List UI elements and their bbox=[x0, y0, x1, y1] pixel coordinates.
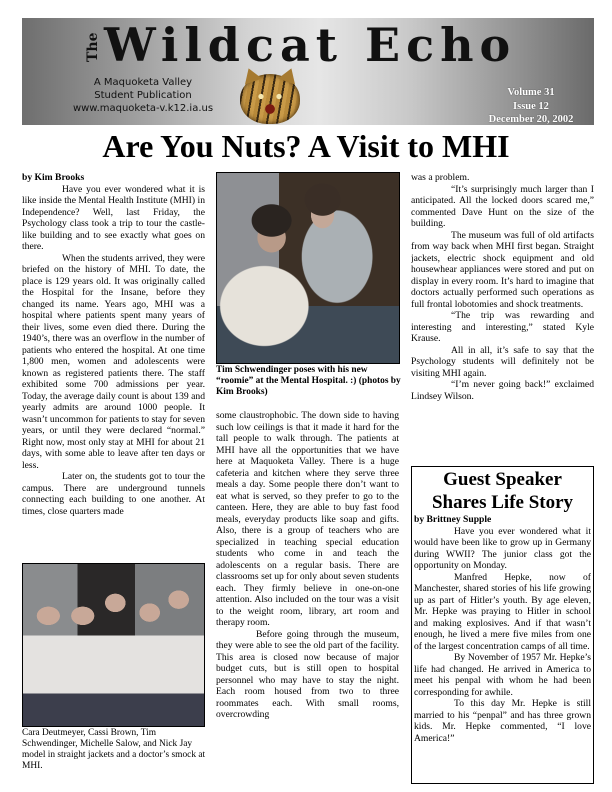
masthead bbox=[22, 18, 594, 125]
roomie-photo-caption: Tim Schwendinger poses with his new “roomie” at the Mental Hospital. :) (photos by Kim Brooks) bbox=[216, 365, 401, 397]
paragraph: some claustrophobic. The down side to having such low ceilings is that it made it hard for the tall people to walk through. The patients at MHI have all the opportunities that we have here at Maquoketa Valley. There is a huge cafeteria and kitchen where they serve three meals a day. Some people there don’t want to eat what is served, so they prefer to go to the canteen. Here, they are able to buy fast food meals, everyday products like soap and gifts. Also, there is a group of teachers who are specialized in teaching special education students who come in and teach the adolescents on a regular basis. There are classrooms set up for only about seven students each. They firmly believe in one-on-one attention. Also included on the tour was a visit to the weight room, library, art room and therapy room. bbox=[216, 410, 399, 628]
paragraph: To this day Mr. Hepke is still married to his “penpal” and has three grown kids. Mr. Hepke commented, “I love America!” bbox=[414, 698, 591, 744]
roomie-photo bbox=[216, 172, 400, 364]
paragraph: Have you ever wondered what it is like inside the Mental Health Institute (MHI) in Independence? Well, last Friday, the Psychology class took a trip to tour the castle-like building and to see exactly what goes on there. bbox=[22, 183, 205, 252]
masthead-the-box bbox=[86, 22, 100, 66]
subtitle-line: A Maquoketa Valley bbox=[93, 77, 193, 88]
issue-date: December 20, 2002 bbox=[488, 114, 574, 125]
website-url: www.maquoketa-v.k12.ia.us bbox=[72, 103, 214, 114]
side-article-body bbox=[412, 514, 593, 744]
side-headline-line: Shares Life Story bbox=[431, 492, 574, 513]
paragraph: Before going through the museum, they were able to see the old part of the facility. This area is closed now because of major budget cuts, but is still open to hospital personnel who may have to stay the night. Each room housed from two to three roommates each. With small rooms, overcrowding bbox=[216, 628, 399, 720]
volume-number: Volume 31 bbox=[507, 87, 555, 98]
paragraph: Later on, the students got to tour the campus. There are underground tunnels connecting each building to one another. At times, close quarters made bbox=[22, 471, 205, 517]
paragraph: Have you ever wondered what it would have been like to grow up in Germany during WWII? The junior class got the opportunity on Monday. bbox=[414, 525, 591, 571]
byline: by Kim Brooks bbox=[22, 172, 85, 183]
paragraph: By November of 1957 Mr. Hepke’s life had changed. He arrived in America to meet his penpal with whom he had been corresponding for awhile. bbox=[414, 652, 591, 698]
group-photo bbox=[22, 563, 205, 727]
newspaper-title: Wildcat Echo bbox=[104, 18, 517, 72]
paragraph: “I’m never going back!” exclaimed Lindsey Wilson. bbox=[411, 379, 594, 402]
article-column-1 bbox=[22, 172, 205, 559]
subtitle-line: Student Publication bbox=[94, 90, 192, 101]
byline: by Brittney Supple bbox=[414, 514, 492, 525]
main-headline: Are You Nuts? A Visit to MHI bbox=[102, 128, 510, 164]
guest-speaker-article bbox=[411, 466, 594, 784]
paragraph: When the students arrived, they were briefed on the history of MHI. To date, the place is 129 years old. It was originally called the Hospital for the Insane, before they changed its name. Years ago, MHI was a hospital where patients spent many years of their lives, some even died there. During the 1940’s, there was an overflow in the number of patients who entered the hospital. At one time 1,800 men, women and adolescents were known as registered patients there. The staff exhibited some 700 admissions per year. Today, the average daily count is about 139 and yearly admits are around 1000 people. It wasn’t uncommon for patients to stay for seven years, or until they were declared “normal.” Right now, most only stay at MHI for about 21 days, with some able to leave after ten days or less. bbox=[22, 252, 205, 471]
paragraph: was a problem. bbox=[411, 172, 470, 183]
paragraph: Manfred Hepke, now of Manchester, shared stories of his life growing up as part of Hitler’s youth. By age eleven, Mr. Hepke was praying to Hitler in school and making explosives. And if that wasn’t enough, he lived a mere five miles from one of the largest concentration camps of all time. bbox=[414, 571, 591, 652]
issue-info bbox=[476, 86, 586, 125]
paragraph: “The trip was rewarding and interesting and interesting,” stated Kyle Krause. bbox=[411, 310, 594, 344]
paragraph: All in all, it’s safe to say that the Psychology students will definitely not be visiting MHI again. bbox=[411, 344, 594, 379]
issue-number: Issue 12 bbox=[513, 100, 549, 112]
paragraph: The museum was full of old artifacts from way back when MHI first began. Straight jackets, electric shock equipment and old housewhear appliances were stored and put on display in every room. It’s hard to imagine that doctors actually performed such operations as full frontal lobotomies and shock treatments. bbox=[411, 229, 594, 310]
group-photo-caption: Cara Deutmeyer, Cassi Brown, Tim Schwendinger, Michelle Salow, and Nick Jay model in straight jackets and a doctor’s smock at MHI. bbox=[22, 728, 206, 771]
side-headline-line: Guest Speaker bbox=[443, 469, 562, 490]
publication-subtitle bbox=[58, 76, 228, 115]
article-column-2 bbox=[216, 410, 399, 785]
masthead-the: The bbox=[85, 32, 101, 62]
wildcat-head-icon bbox=[240, 74, 300, 124]
article-column-3 bbox=[411, 172, 594, 460]
side-headline bbox=[412, 468, 593, 514]
paragraph: “It’s surprisingly much larger than I anticipated. All the locked doors scared me,” commented Dave Hunt on the size of the building. bbox=[411, 183, 594, 229]
